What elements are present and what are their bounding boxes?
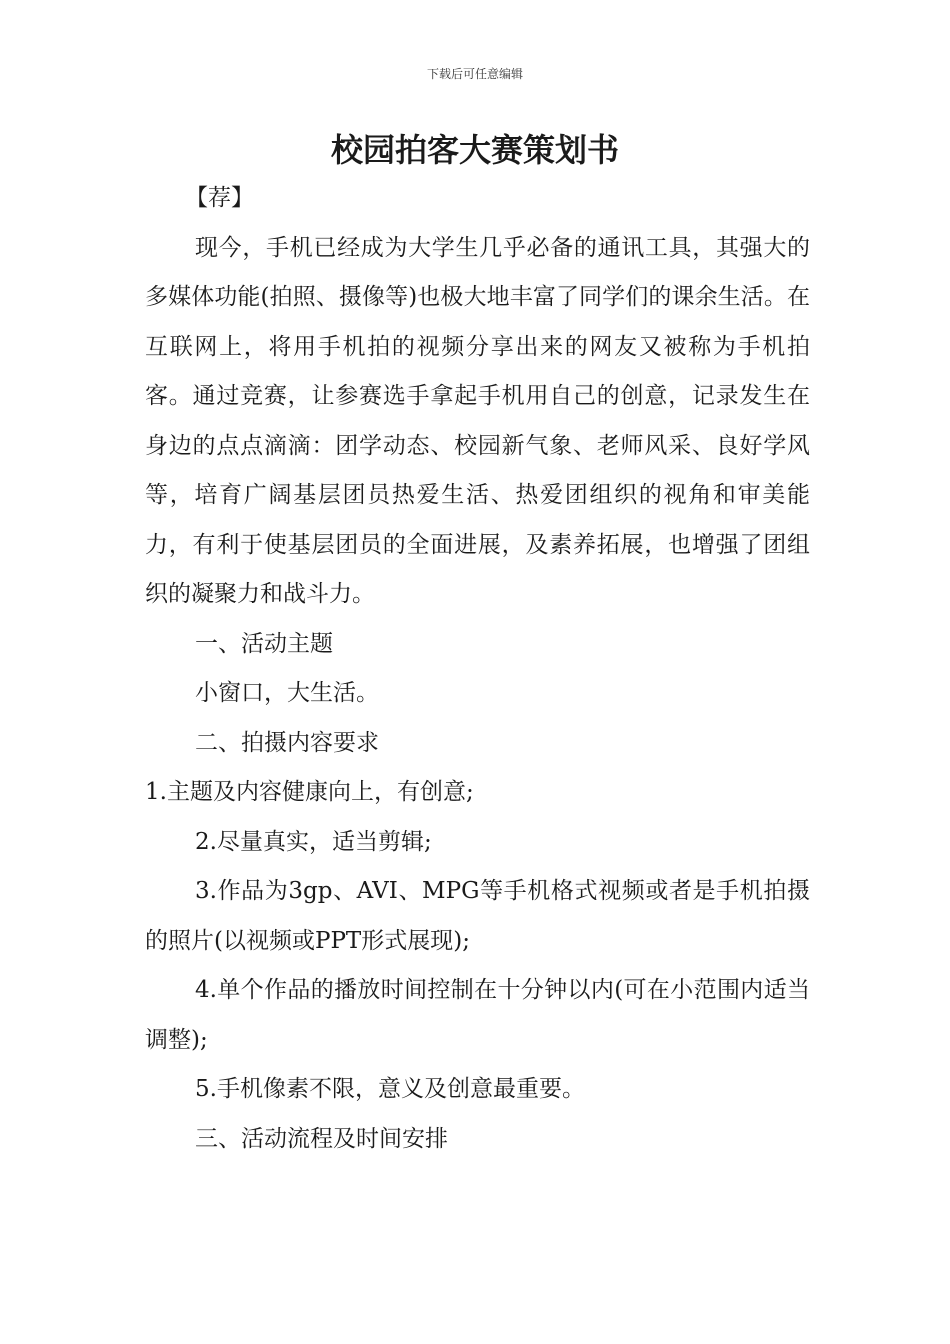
section-heading-schedule: 三、活动流程及时间安排 xyxy=(195,1125,448,1152)
requirement-item: 3.作品为3gp、AVI、MPG等手机格式视频或者是手机拍摄的照片(以视频或PPT形式展现); xyxy=(145,878,810,954)
document-title: 校园拍客大赛策划书 xyxy=(330,131,619,169)
requirement-item: 4.单个作品的播放时间控制在十分钟以内(可在小范围内适当调整); xyxy=(145,977,810,1053)
requirement-item: 2.尽量真实，适当剪辑; xyxy=(195,828,432,855)
document-body xyxy=(145,174,810,1164)
intro-paragraph: 现今，手机已经成为大学生几乎必备的通讯工具，其强大的多媒体功能(拍照、摄像等)也极大地丰富了同学们的课余生活。在互联网上，将用手机拍的视频分享出来的网友又被称为手机拍客。通过竞赛，让参赛选手拿起手机用自己的创意，记录发生在身边的点点滴滴：团学动态、校园新气象、老师风采、良好学风等，培育广阔基层团员热爱生活、热爱团组织的视角和审美能力，有利于使基层团员的全面进展，及素养拓展，也增强了团组织的凝聚力和战斗力。 xyxy=(145,234,810,607)
requirement-item: 5.手机像素不限，意义及创意最重要。 xyxy=(195,1076,585,1102)
recommend-tag: 【荐】 xyxy=(185,185,254,211)
section-heading-requirements: 二、拍摄内容要求 xyxy=(195,729,379,756)
theme-text: 小窗口，大生活。 xyxy=(195,680,379,706)
requirement-item: 1.主题及内容健康向上，有创意; xyxy=(145,779,474,805)
header-note: 下载后可任意编辑 xyxy=(426,67,523,81)
section-heading-theme: 一、活动主题 xyxy=(195,630,333,657)
